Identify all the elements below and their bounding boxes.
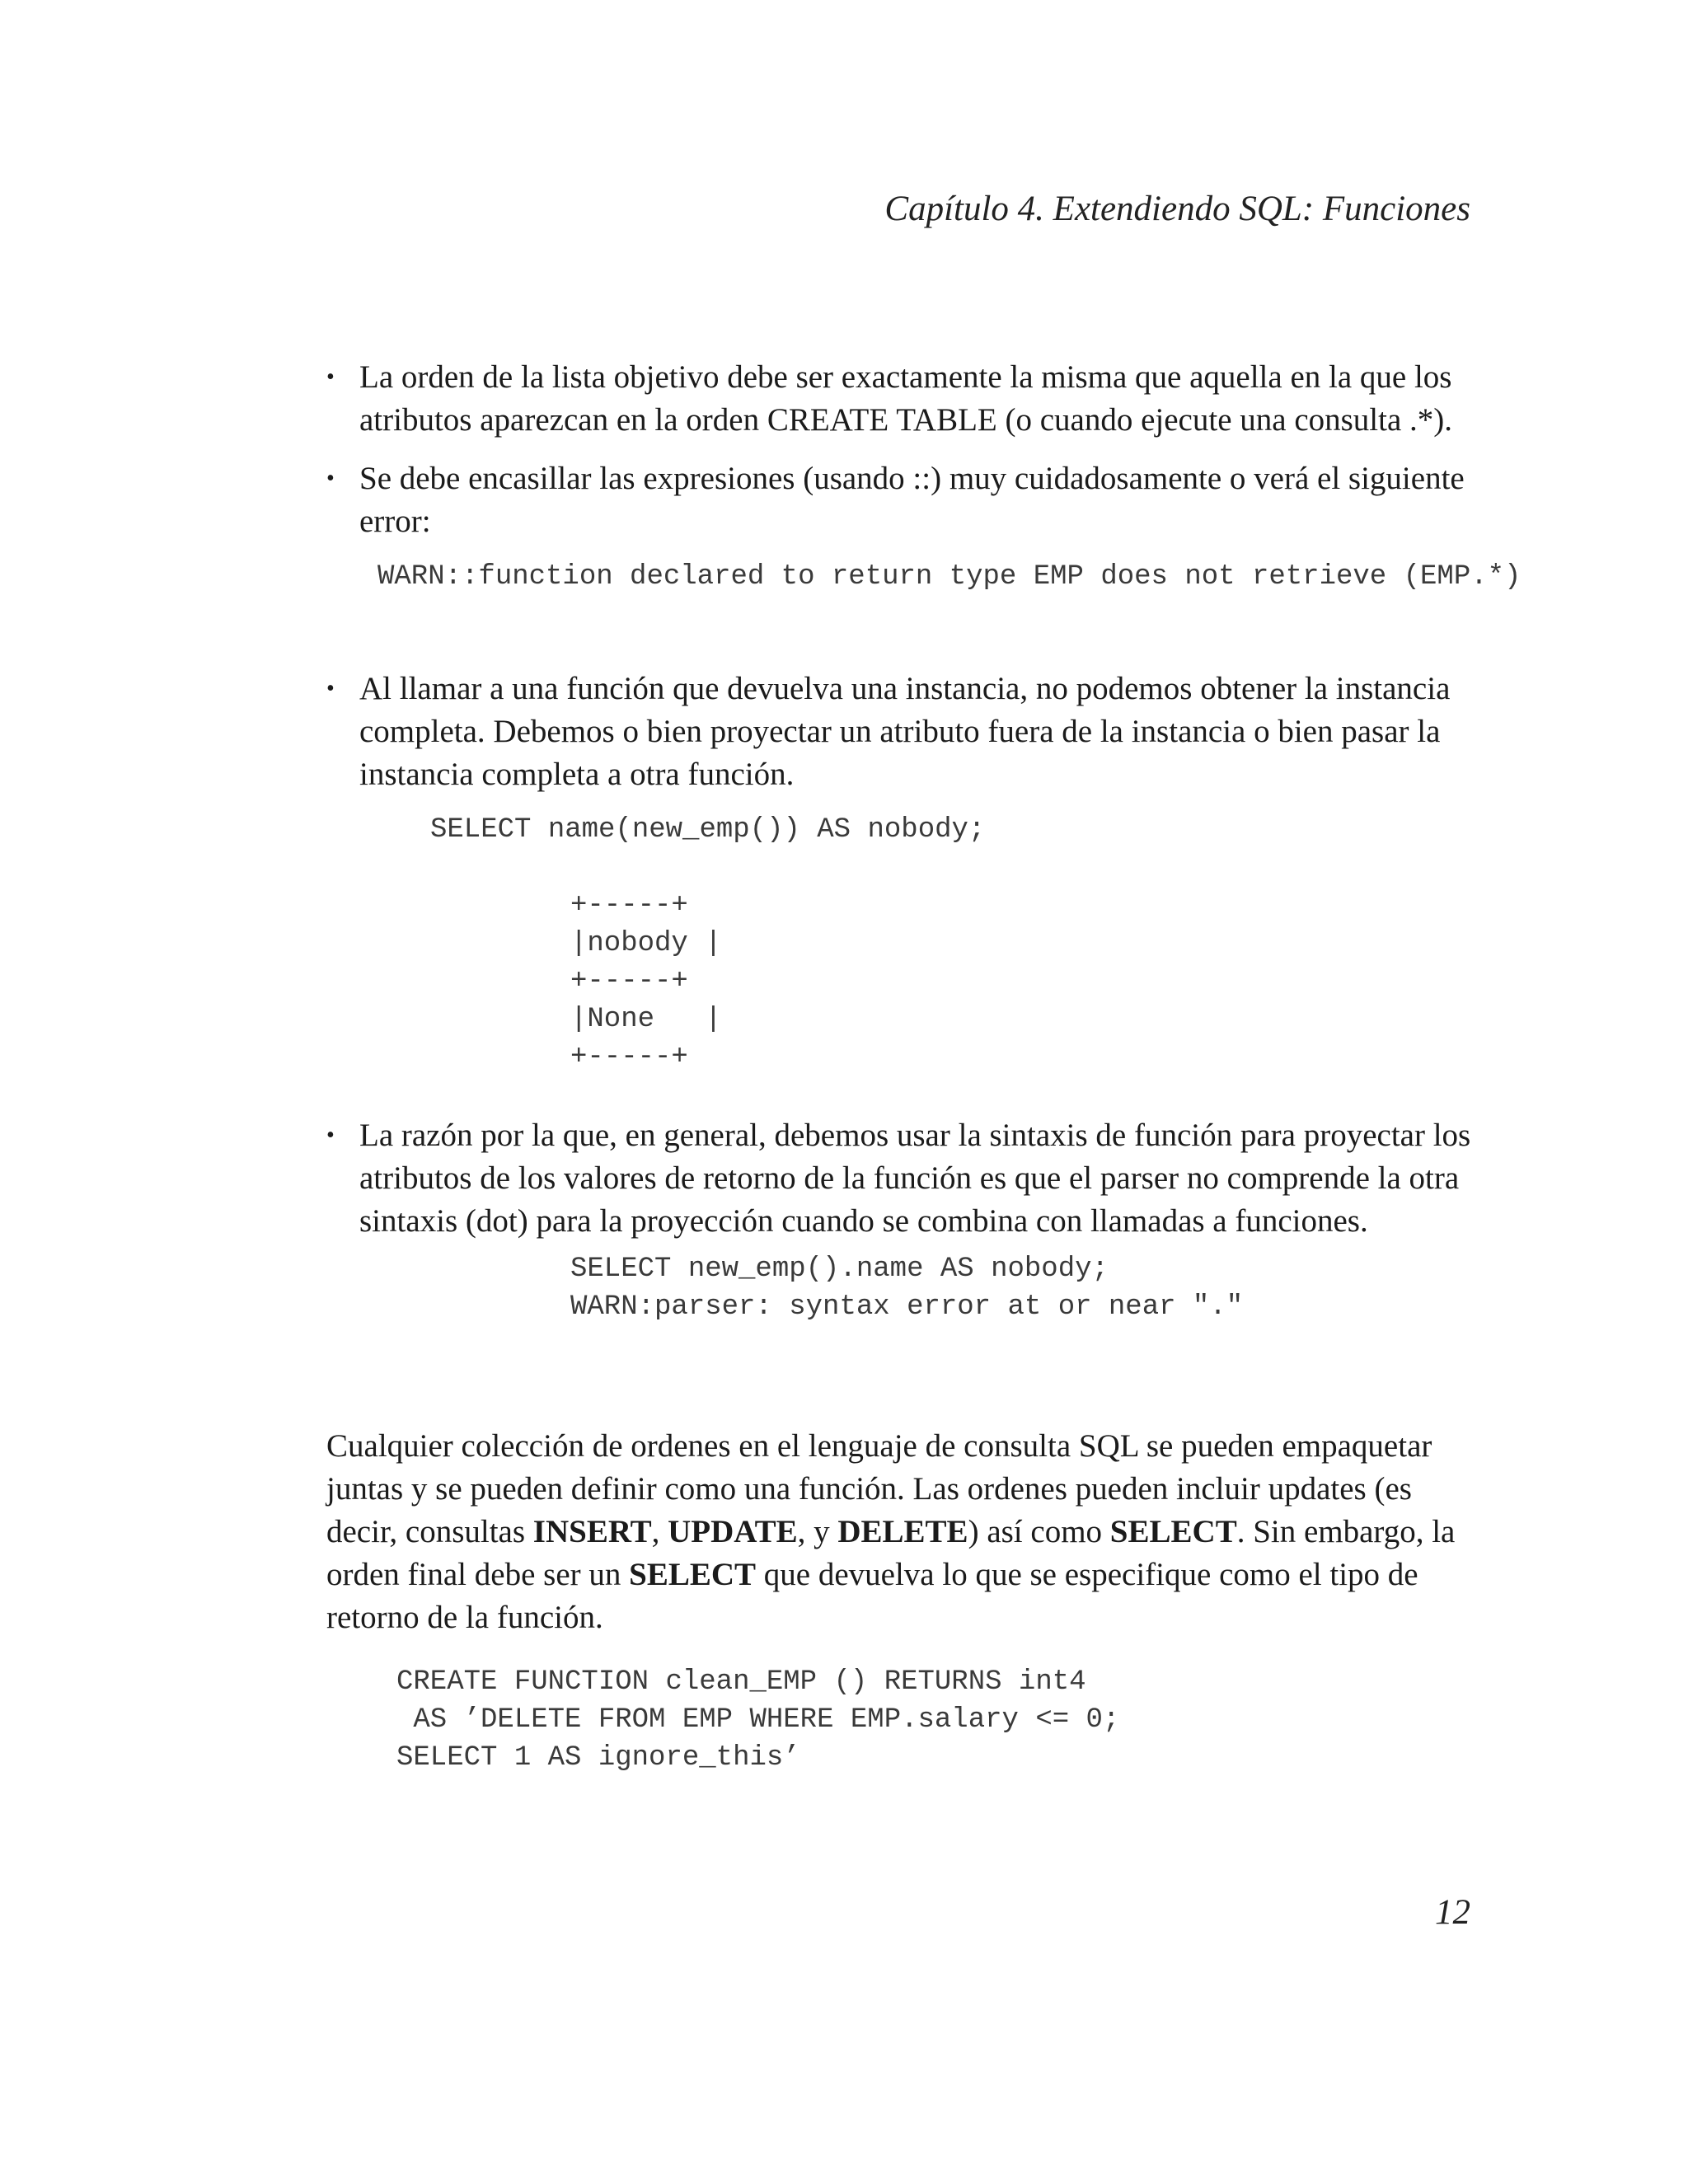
bullet-icon: • xyxy=(326,676,335,701)
bullet-item xyxy=(326,356,1480,442)
body-paragraph xyxy=(326,1425,1480,1639)
keyword-select: SELECT xyxy=(629,1557,757,1592)
paragraph-text: que devuelva lo que se especifique como el tipo de retorno de la función. xyxy=(326,1557,1418,1635)
bullet-item xyxy=(326,457,1480,543)
page-number: 12 xyxy=(1435,1893,1470,1932)
bullet-icon: • xyxy=(326,364,335,390)
bullet-text: La orden de la lista objetivo debe ser exactamente la misma que aquella en la que los atributos aparezcan en la orden CREATE TABLE (o cuando ejecute una consulta .*). xyxy=(359,359,1453,438)
paragraph-text: Cualquier colección de ordenes en el lenguaje de consulta SQL se pueden empaquetar juntas y se pueden definir como una función. Las ordenes pueden incluir updates (es decir, consultas xyxy=(326,1428,1432,1549)
running-header: Capítulo 4. Extendiendo SQL: Funciones xyxy=(884,190,1470,228)
keyword-insert: INSERT xyxy=(532,1514,652,1549)
keyword-delete: DELETE xyxy=(837,1514,968,1549)
paragraph-text: . Sin embargo, la orden final debe ser un xyxy=(326,1514,1456,1592)
bullet-item xyxy=(326,1114,1480,1243)
keyword-select: SELECT xyxy=(1109,1514,1237,1549)
bullet-text: Se debe encasillar las expresiones (usando ::) muy cuidadosamente o verá el siguiente error: xyxy=(359,461,1465,539)
code-select-name: SELECT name(new_emp()) AS nobody; xyxy=(430,814,986,846)
code-select-dot: SELECT new_emp().name AS nobody; WARN:parser: syntax error at or near "." xyxy=(570,1254,1244,1323)
bullet-item xyxy=(326,668,1480,796)
bullet-text: Al llamar a una función que devuelva una instancia, no podemos obtener la instancia completa. Debemos o bien proyectar un atributo fuera de la instancia o bien pasar la instancia completa a otra función. xyxy=(359,671,1451,792)
code-warning: WARN::function declared to return type EMP does not retrieve (EMP.*) xyxy=(377,561,1522,593)
bullet-icon: • xyxy=(326,1122,335,1148)
bullet-text: La razón por la que, en general, debemos usar la sintaxis de función para proyectar los atributos de los valores de retorno de la función es que el parser no comprende la otra sintaxis (dot) para la proyección cuando se combina con llamadas a funciones. xyxy=(359,1118,1471,1239)
keyword-update: UPDATE xyxy=(668,1514,798,1549)
code-result-table: +-----+ |nobody | +-----+ |None | +-----+ xyxy=(570,890,722,1073)
paragraph-text: ) así como xyxy=(968,1514,1110,1549)
code-create-function: CREATE FUNCTION clean_EMP () RETURNS int4 AS ’DELETE FROM EMP WHERE EMP.salary <= 0; SELECT 1 AS ignore_this’ xyxy=(396,1666,1120,1774)
paragraph-text: , xyxy=(651,1514,668,1549)
bullet-icon: • xyxy=(326,466,335,491)
paragraph-text: , y xyxy=(797,1514,838,1549)
